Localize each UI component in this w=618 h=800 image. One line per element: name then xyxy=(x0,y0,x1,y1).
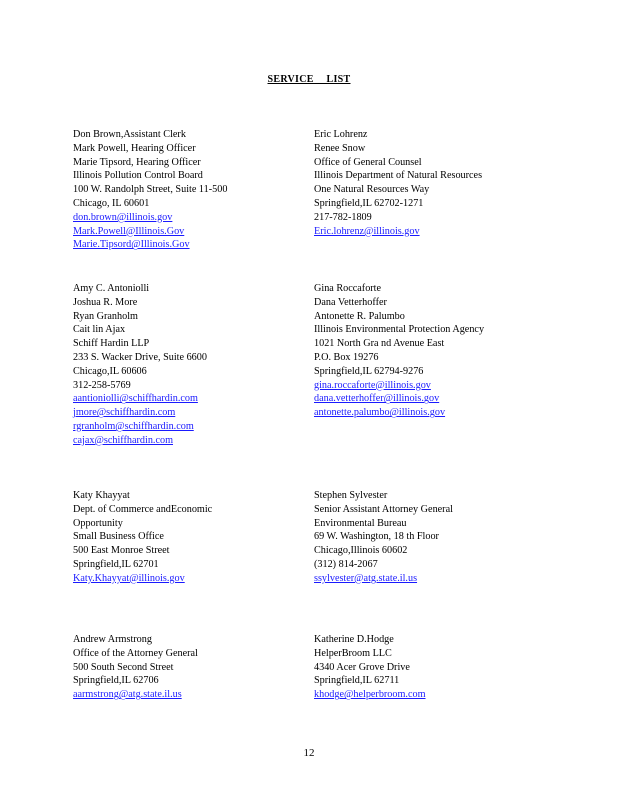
contact-line: 1021 North Gra nd Avenue East xyxy=(314,338,445,350)
email-link[interactable]: aarmstrong@atg.state.il.us xyxy=(73,689,182,701)
contact-line: P.O. Box 19276 xyxy=(314,351,379,363)
email-link[interactable]: cajax@schiffhardin.com xyxy=(73,434,173,446)
contact-line: Illinois Pollution Control Board xyxy=(73,170,203,182)
contact-block xyxy=(314,128,482,238)
contact-line: Office of General Counsel xyxy=(314,156,422,168)
contact-line: Eric Lohrenz xyxy=(314,129,368,140)
contact-line: One Natural Resources Way xyxy=(314,184,430,196)
contact-line: Springfield,IL 62711 xyxy=(314,675,400,687)
contact-line: Environmental Bureau xyxy=(314,517,407,529)
contact-line: 233 S. Wacker Drive, Suite 6600 xyxy=(73,351,207,363)
email-link[interactable]: Eric.lohrenz@illinois.gov xyxy=(314,225,420,237)
contact-block xyxy=(73,128,227,252)
email-link[interactable]: khodge@helperbroom.com xyxy=(314,689,426,701)
contact-line: Andrew Armstrong xyxy=(73,634,152,645)
contact-line: Amy C. Antoniolli xyxy=(73,283,150,294)
contact-line: Senior Assistant Attorney General xyxy=(314,503,453,515)
contact-line: Opportunity xyxy=(73,517,123,529)
contact-block xyxy=(314,633,426,702)
email-link[interactable]: dana.vetterhoffer@illinois.gov xyxy=(314,393,440,405)
contact-line: HelperBroom LLC xyxy=(314,647,392,659)
contact-line: 4340 Acer Grove Drive xyxy=(314,661,410,673)
contact-line: 500 South Second Street xyxy=(73,661,174,673)
email-link[interactable]: antonette.palumbo@illinois.gov xyxy=(314,407,446,419)
contact-line: Springfield,IL 62794-9276 xyxy=(314,365,424,377)
contact-line: Katy Khayyat xyxy=(73,490,130,501)
email-link[interactable]: jmore@schiffhardin.com xyxy=(73,407,176,419)
contact-line: Gina Roccaforte xyxy=(314,283,382,294)
contact-line: Katherine D.Hodge xyxy=(314,634,394,645)
contact-line: Springfield,IL 62701 xyxy=(73,558,159,570)
contact-line: 500 East Monroe Street xyxy=(73,545,170,557)
contact-line: Don Brown,Assistant Clerk xyxy=(73,129,186,140)
contact-line: Renee Snow xyxy=(314,142,366,154)
contact-line: Chicago, IL 60601 xyxy=(73,197,150,209)
email-link[interactable]: don.brown@illinois.gov xyxy=(73,211,173,223)
email-link[interactable]: aantioniolli@schiffhardin.com xyxy=(73,393,198,405)
contact-block xyxy=(73,489,212,586)
service-list-title: SERVICE LIST xyxy=(267,74,351,85)
contact-line: Dept. of Commerce andEconomic xyxy=(73,503,213,515)
contact-line: Chicago,IL 60606 xyxy=(73,365,147,377)
contact-line: Office of the Attorney General xyxy=(73,647,198,659)
contact-line: Small Business Office xyxy=(73,531,164,543)
contact-line: Mark Powell, Hearing Officer xyxy=(73,142,196,154)
contact-block xyxy=(314,282,484,420)
contact-line: Joshua R. More xyxy=(73,296,138,308)
email-link[interactable]: Katy.Khayyat@illinois.gov xyxy=(73,572,185,584)
contact-block xyxy=(73,282,207,448)
contact-line: Chicago,Illinois 60602 xyxy=(314,545,408,557)
contact-line: Illinois Department of Natural Resources xyxy=(314,170,483,182)
email-link[interactable]: rgranholm@schiffhardin.com xyxy=(73,420,194,432)
contact-block xyxy=(314,489,453,586)
email-link[interactable]: ssylvester@atg.state.il.us xyxy=(314,572,418,584)
email-link[interactable]: Mark.Powell@Illinois.Gov xyxy=(73,225,185,237)
contact-block xyxy=(73,633,198,702)
contact-line: Springfield,IL 62702-1271 xyxy=(314,197,424,209)
contact-line: Marie Tipsord, Hearing Officer xyxy=(73,156,201,168)
page-number: 12 xyxy=(303,747,315,759)
contact-line: 100 W. Randolph Street, Suite 11-500 xyxy=(73,184,228,196)
contact-line: Cait lin Ajax xyxy=(73,324,126,336)
contact-line: (312) 814-2067 xyxy=(314,558,378,570)
contact-line: 312-258-5769 xyxy=(73,379,131,391)
email-link[interactable]: gina.roccaforte@illinois.gov xyxy=(314,379,431,391)
email-link[interactable]: Marie.Tipsord@Illinois.Gov xyxy=(73,239,190,251)
contact-line: Ryan Granholm xyxy=(73,310,138,322)
contact-line: Antonette R. Palumbo xyxy=(314,310,405,322)
contact-line: Schiff Hardin LLP xyxy=(73,338,150,350)
contact-line: Springfield,IL 62706 xyxy=(73,675,159,687)
contact-line: Illinois Environmental Protection Agency xyxy=(314,324,485,336)
contact-line: 217-782-1809 xyxy=(314,211,372,223)
contact-line: Dana Vetterhoffer xyxy=(314,296,387,308)
contact-line: Stephen Sylvester xyxy=(314,490,388,501)
contact-line: 69 W. Washington, 18 th Floor xyxy=(314,531,439,543)
